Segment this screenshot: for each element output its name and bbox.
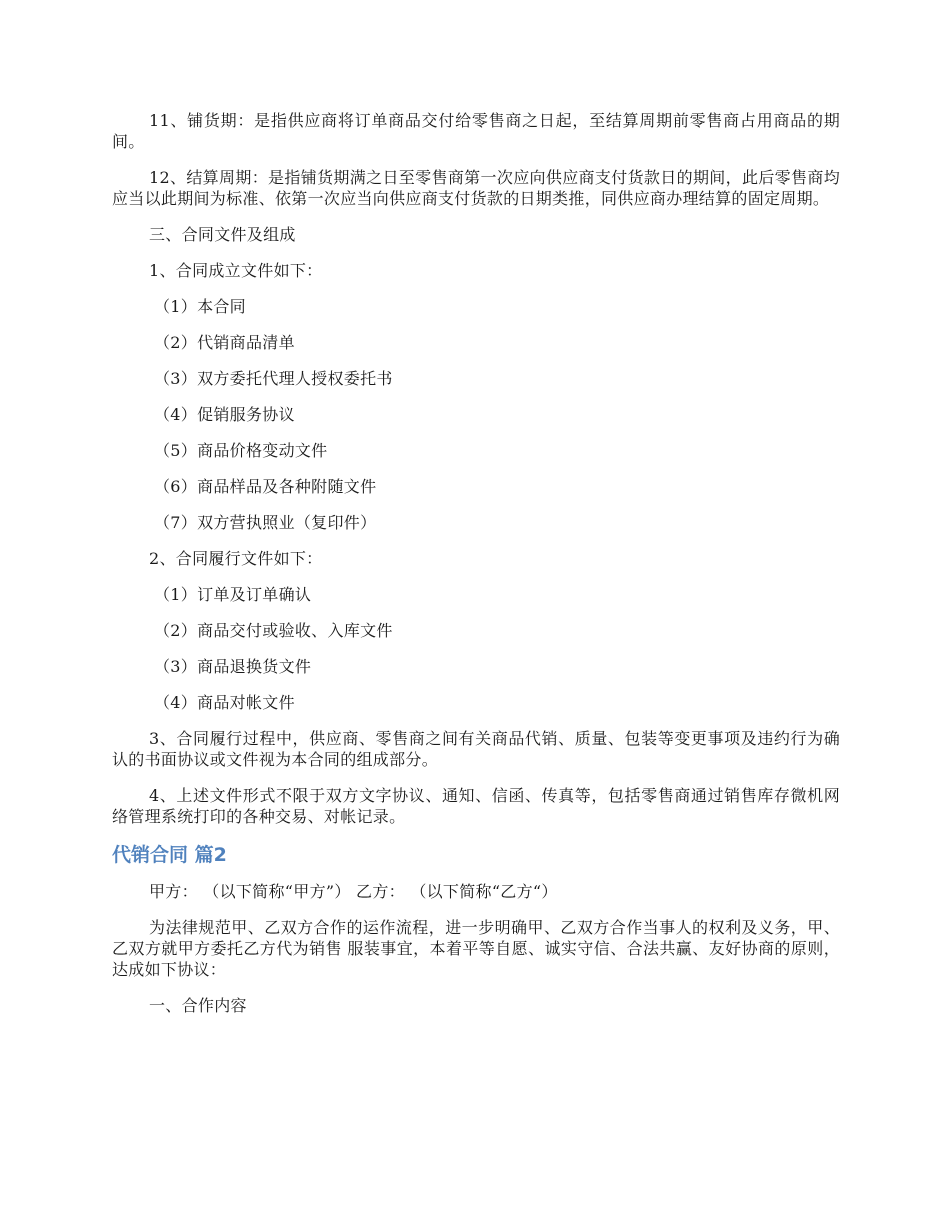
parties-line: 甲方： （以下简称“甲方”） 乙方： （以下简称“乙方“） <box>149 882 558 901</box>
list-item: （6）商品样品及各种附随文件 <box>154 477 377 496</box>
paragraph-item-12: 12、结算周期：是指铺货期满之日至零售商第一次应向供应商支付货款日的期间，此后零售商均应当以此期间为标准、依第一次应当向供应商支付货款的日期类推，同供应商办理结算的固定周期。 <box>112 168 840 208</box>
section-title-contract-2: 代销合同 篇2 <box>112 844 227 866</box>
subsection-3-2: 2、合同履行文件如下： <box>149 549 323 568</box>
section-heading-3: 三、合同文件及组成 <box>149 225 296 244</box>
list-item: （1）订单及订单确认 <box>154 585 312 604</box>
list-item: （1）本合同 <box>154 297 246 316</box>
list-item: （3）双方委托代理人授权委托书 <box>154 369 393 388</box>
list-item: （4）商品对帐文件 <box>154 693 295 712</box>
list-item: （4）促销服务协议 <box>154 405 295 424</box>
list-item: （7）双方营执照业（复印件） <box>154 513 377 532</box>
paragraph-item-11: 11、铺货期：是指供应商将订单商品交付给零售商之日起，至结算周期前零售商占用商品的期间。 <box>112 111 840 151</box>
section-heading-1: 一、合作内容 <box>149 996 247 1015</box>
document-page <box>112 110 840 1031</box>
subsection-3-4: 4、上述文件形式不限于双方文字协议、通知、信函、传真等，包括零售商通过销售库存微机网络管理系统打印的各种交易、对帐记录。 <box>112 786 840 826</box>
list-item: （2）代销商品清单 <box>154 333 295 352</box>
list-item: （2）商品交付或验收、入库文件 <box>154 621 393 640</box>
subsection-3-3: 3、合同履行过程中，供应商、零售商之间有关商品代销、质量、包装等变更事项及违约行为确认的书面协议或文件视为本合同的组成部分。 <box>112 729 840 769</box>
intro-paragraph: 为法律规范甲、乙双方合作的运作流程，进一步明确甲、乙双方合作当事人的权利及义务，甲、乙双方就甲方委托乙方代为销售 服装事宜，本着平等自愿、诚实守信、合法共赢、友好协商的原则，达成如下协议： <box>112 918 840 979</box>
list-item: （3）商品退换货文件 <box>154 657 312 676</box>
list-item: （5）商品价格变动文件 <box>154 441 328 460</box>
subsection-3-1: 1、合同成立文件如下： <box>149 261 323 280</box>
